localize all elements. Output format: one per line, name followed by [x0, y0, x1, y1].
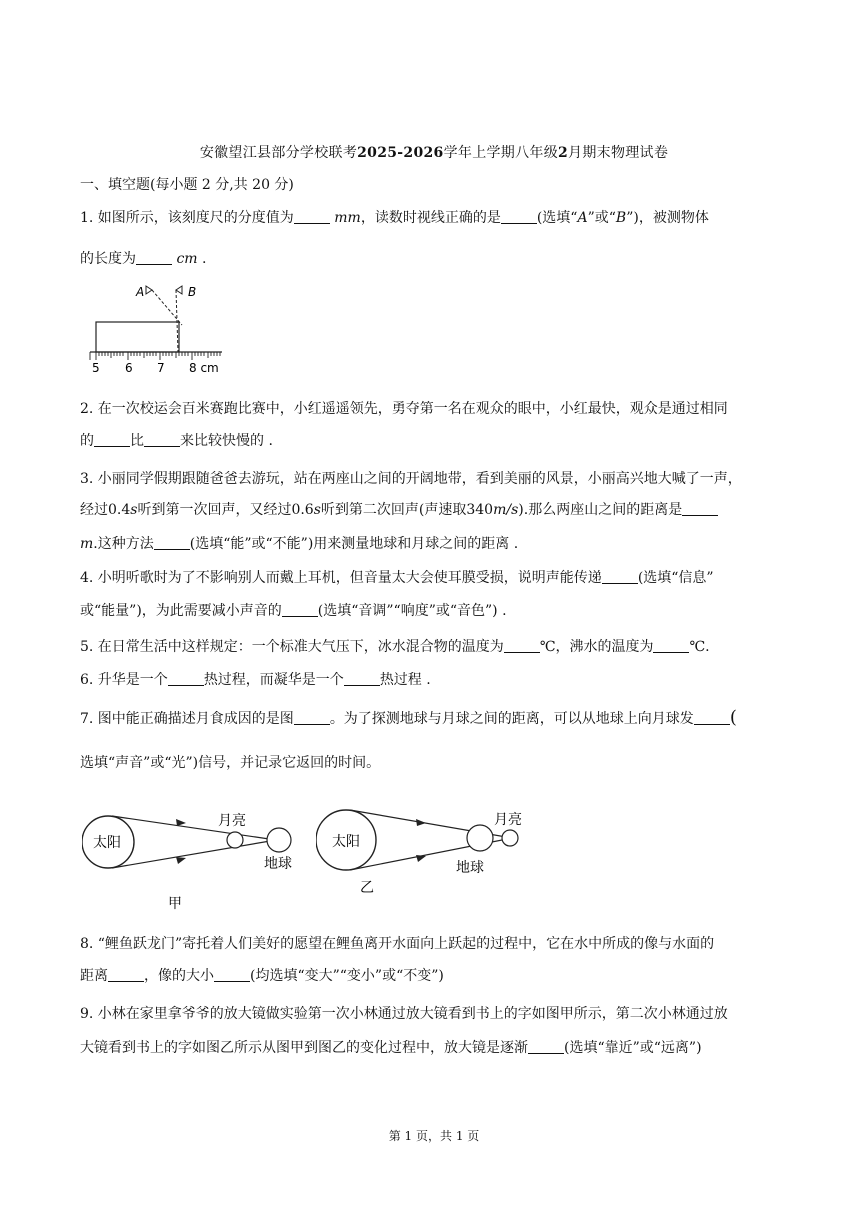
question-7-line-2 [80, 752, 792, 772]
answer-blank[interactable] [682, 501, 718, 516]
answer-blank[interactable] [294, 209, 330, 224]
question-3-line-1: 3. 小丽同学假期跟随爸爸去游玩，站在两座山之间的开阔地带，看到美丽的风景，小丽高兴地大喊了一声， [80, 471, 742, 487]
arrow-icon [416, 855, 426, 862]
question-5 [80, 636, 792, 656]
answer-blank[interactable] [136, 250, 172, 265]
answer-blank[interactable] [528, 1039, 564, 1054]
question-8-line-2 [80, 965, 792, 985]
question-3-line-3 [80, 533, 792, 553]
unit-mm: mm [334, 210, 361, 226]
q9-text: (选填“靠近”或“远离”) [564, 1040, 702, 1056]
title-text: 安徽望江县部分学校联考 [199, 145, 358, 161]
q2-text: 来比较快慢的 . [180, 433, 273, 449]
sight-line-a [152, 290, 182, 325]
q4-text: 4. 小明听歌时为了不影响别人而戴上耳机，但音量太大会使耳膜受损，说明声能传递 [80, 570, 602, 586]
q8-text: (均选填“变大”“变小”或“不变”) [250, 968, 444, 984]
answer-blank[interactable] [602, 569, 638, 584]
title-month: 2 [558, 145, 569, 161]
q8-text: ，像的大小 [144, 968, 214, 984]
label-b: B [188, 285, 197, 299]
question-6 [80, 669, 792, 689]
answer-blank[interactable] [501, 209, 537, 224]
ruler-scale [90, 352, 222, 360]
q6-text: 热过程，而凝华是一个 [203, 672, 344, 688]
q3-text: (选填“能”或“不能”)用来测量地球和月球之间的距离 . [189, 536, 519, 552]
earth [267, 828, 291, 852]
answer-blank[interactable] [694, 710, 730, 725]
q4-text: (选填“音调”“响度”或“音色”) . [317, 603, 507, 619]
question-4-line-1 [80, 567, 792, 587]
q6-text: 6. 升华是一个 [80, 672, 168, 688]
q6-text: 热过程 . [379, 672, 431, 688]
moon [227, 832, 243, 848]
unit-m: m [80, 536, 94, 552]
q1-text: . [202, 251, 207, 267]
arrow-icon [416, 819, 426, 826]
title-text: 学年上学期八年级 [443, 145, 558, 161]
q3-text: (声速取340 [418, 502, 494, 518]
earth-label: 地球 [264, 856, 292, 872]
q7-text: 选填“声音”或“光” [80, 755, 193, 771]
measured-block [96, 322, 179, 352]
tick-label: 5 [92, 361, 100, 375]
tick-label: 8 cm [189, 361, 219, 375]
q3-text: 经过0.4 [80, 502, 131, 518]
q4-text: (选填“信息” [637, 570, 714, 586]
q1-text: (选填“ [536, 210, 578, 226]
q2-text: 比 [130, 433, 144, 449]
q7-text: 。为了探测地球与月球之间的距离，可以从地球上向月球发 [329, 711, 694, 727]
moon-label: 月亮 [218, 813, 246, 829]
q8-text: 距离 [80, 968, 108, 984]
question-1-line-2 [80, 248, 792, 268]
title-year: 2025-2026 [357, 145, 444, 161]
answer-blank[interactable] [154, 535, 190, 550]
sun-label: 太阳 [332, 834, 360, 850]
section-heading: 一、填空题(每小题 2 分,共 20 分) [80, 177, 294, 193]
answer-blank[interactable] [653, 638, 689, 653]
moon-label: 月亮 [494, 812, 522, 828]
question-8-line-1: 8. “鲤鱼跃龙门”寄托着人们美好的愿望在鲤鱼离开水面向上跃起的过程中，它在水中所成的像与水面的 [80, 936, 715, 952]
eye-a-icon [146, 286, 152, 294]
q1-text: ”)，被测物体 [626, 210, 709, 226]
option-b: B [615, 210, 627, 226]
unit-s: s [313, 502, 321, 518]
q2-text: 的 [80, 433, 94, 449]
q3-text: 听到第二次回声 [320, 502, 419, 518]
earth [467, 825, 493, 851]
q1-text: 1. 如图所示，该刻度尺的分度值为 [80, 210, 294, 226]
q7-text: 7. 图中能正确描述月食成因的是图 [80, 711, 294, 727]
ruler-figure [82, 280, 232, 376]
unit-speed: m/s [493, 502, 519, 518]
figure-caption: 甲 [168, 896, 182, 912]
answer-blank[interactable] [144, 432, 180, 447]
page-title [0, 142, 868, 162]
answer-blank[interactable] [168, 671, 204, 686]
eclipse-figure-b [316, 800, 536, 908]
arrow-icon [176, 819, 186, 826]
answer-blank[interactable] [282, 602, 318, 617]
answer-blank[interactable] [108, 967, 144, 982]
q1-text: 的长度为 [80, 251, 136, 267]
q3-text: ).那么两座山之间的距离是 [518, 502, 683, 518]
q4-text: 或“能量”)，为此需要减小声音的 [80, 603, 282, 619]
answer-blank[interactable] [94, 432, 130, 447]
q7-text: ( [729, 707, 737, 728]
answer-blank[interactable] [294, 710, 330, 725]
figure-caption: 乙 [360, 880, 374, 896]
answer-blank[interactable] [214, 967, 250, 982]
question-1-line-1 [80, 207, 792, 227]
earth-label: 地球 [456, 860, 484, 876]
q1-text: ，读数时视线正确的是 [360, 210, 501, 226]
sight-line-b [176, 290, 178, 352]
tick-label: 7 [157, 361, 165, 375]
moon [502, 830, 518, 846]
q5-text: ，沸水的温度为 [555, 639, 654, 655]
question-2-line-2 [80, 430, 792, 450]
option-a: A [577, 210, 588, 226]
q3-text: .这种方法 [93, 536, 154, 552]
arrow-icon [176, 857, 186, 864]
q1-text: ”或“ [587, 210, 616, 226]
page-footer: 第 1 页，共 1 页 [388, 1129, 480, 1143]
unit-celsius: ℃ [539, 639, 556, 655]
eclipse-figure-a [82, 800, 312, 912]
answer-blank[interactable] [504, 638, 540, 653]
title-text: 月期末物理试卷 [568, 145, 669, 161]
question-9-line-2 [80, 1037, 792, 1057]
question-3-line-2 [80, 499, 792, 519]
sun-label: 太阳 [93, 835, 121, 851]
unit-cm: cm [176, 251, 198, 267]
question-7-line-1 [80, 708, 792, 728]
unit-celsius: ℃. [689, 639, 710, 655]
q3-text: 听到第一次回声，又经过0.6 [137, 502, 314, 518]
q5-text: 5. 在日常生活中这样规定：一个标准大气压下，冰水混合物的温度为 [80, 639, 504, 655]
question-2-line-1: 2. 在一次校运会百米赛跑比赛中，小红遥遥领先，勇夺第一名在观众的眼中，小红最快，观众是通过相同 [80, 401, 728, 417]
eye-b-icon [176, 286, 182, 294]
unit-s: s [130, 502, 138, 518]
q7-text: )信号，并记录它返回的时间。 [192, 755, 381, 771]
answer-blank[interactable] [344, 671, 380, 686]
label-a: A [136, 285, 145, 299]
tick-label: 6 [125, 361, 133, 375]
question-4-line-2 [80, 600, 792, 620]
q9-text: 大镜看到书上的字如图乙所示从图甲到图乙的变化过程中，放大镜是逐渐 [80, 1040, 528, 1056]
question-9-line-1: 9. 小林在家里拿爷爷的放大镜做实验第一次小林通过放大镜看到书上的字如图甲所示，第二次小林通过放 [80, 1006, 728, 1022]
